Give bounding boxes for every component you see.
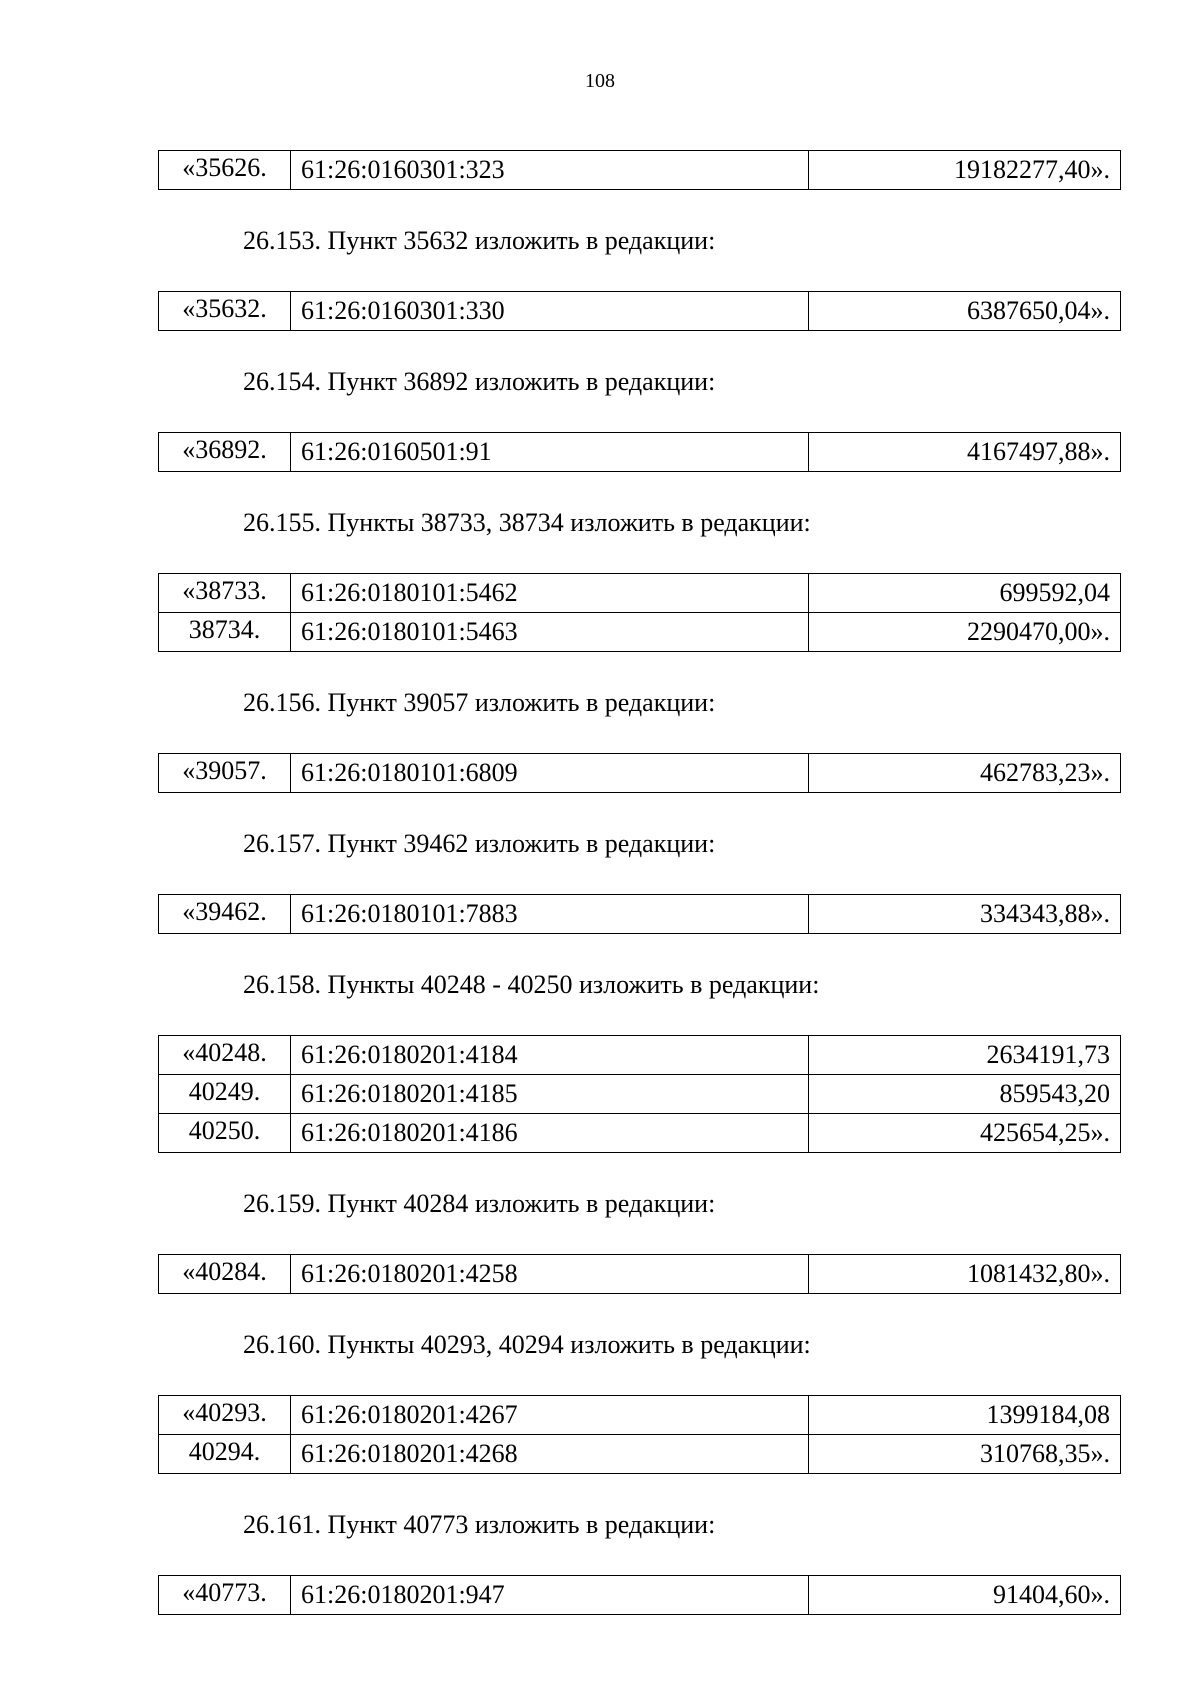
amendment-instruction: 26.161. Пункт 40773 изложить в редакции: xyxy=(243,1510,716,1539)
cadastral-number-cell: 61:26:0160301:330 xyxy=(291,292,809,331)
item-number-cell: «40284. xyxy=(159,1255,291,1294)
table-row xyxy=(159,292,1121,331)
cadastral-value-cell: 6387650,04». xyxy=(809,292,1121,331)
table-row xyxy=(159,1075,1121,1114)
amendment-instruction: 26.154. Пункт 36892 изложить в редакции: xyxy=(243,367,716,396)
cadastral-value-cell: 462783,23». xyxy=(809,754,1121,793)
item-number-cell: «40773. xyxy=(159,1576,291,1615)
cadastral-number-cell: 61:26:0180101:5462 xyxy=(291,574,809,613)
item-number-cell: «35632. xyxy=(159,292,291,331)
entry-table xyxy=(158,1575,1121,1615)
amendment-instruction: 26.158. Пункты 40248 - 40250 изложить в редакции: xyxy=(243,970,820,999)
entry-table xyxy=(158,150,1121,190)
table-row xyxy=(159,1255,1121,1294)
table-row xyxy=(159,895,1121,934)
cadastral-number-cell: 61:26:0180201:4184 xyxy=(291,1036,809,1075)
cadastral-value-cell: 859543,20 xyxy=(809,1075,1121,1114)
entry-table xyxy=(158,894,1121,934)
entry-table xyxy=(158,1395,1121,1474)
cadastral-number-cell: 61:26:0180201:947 xyxy=(291,1576,809,1615)
cadastral-number-cell: 61:26:0160501:91 xyxy=(291,433,809,472)
cadastral-number-cell: 61:26:0180201:4267 xyxy=(291,1396,809,1435)
cadastral-value-cell: 2290470,00». xyxy=(809,613,1121,652)
entry-table xyxy=(158,573,1121,652)
item-number-cell: «39057. xyxy=(159,754,291,793)
cadastral-value-cell: 1081432,80». xyxy=(809,1255,1121,1294)
entry-table xyxy=(158,432,1121,472)
cadastral-value-cell: 425654,25». xyxy=(809,1114,1121,1153)
cadastral-number-cell: 61:26:0180101:7883 xyxy=(291,895,809,934)
cadastral-number-cell: 61:26:0160301:323 xyxy=(291,151,809,190)
item-number-cell: «36892. xyxy=(159,433,291,472)
item-number-cell: 40294. xyxy=(159,1435,291,1474)
cadastral-value-cell: 19182277,40». xyxy=(809,151,1121,190)
entry-table xyxy=(158,1254,1121,1294)
cadastral-value-cell: 2634191,73 xyxy=(809,1036,1121,1075)
entry-table xyxy=(158,753,1121,793)
table-row xyxy=(159,1396,1121,1435)
item-number-cell: 38734. xyxy=(159,613,291,652)
item-number-cell: «40293. xyxy=(159,1396,291,1435)
table-row xyxy=(159,1435,1121,1474)
cadastral-number-cell: 61:26:0180101:6809 xyxy=(291,754,809,793)
amendment-instruction: 26.156. Пункт 39057 изложить в редакции: xyxy=(243,688,716,717)
cadastral-value-cell: 91404,60». xyxy=(809,1576,1121,1615)
cadastral-number-cell: 61:26:0180101:5463 xyxy=(291,613,809,652)
item-number-cell: «35626. xyxy=(159,151,291,190)
table-row xyxy=(159,574,1121,613)
amendment-instruction: 26.155. Пункты 38733, 38734 изложить в редакции: xyxy=(243,508,811,537)
table-row xyxy=(159,433,1121,472)
cadastral-value-cell: 334343,88». xyxy=(809,895,1121,934)
entry-table xyxy=(158,291,1121,331)
table-row xyxy=(159,754,1121,793)
table-row xyxy=(159,1036,1121,1075)
table-row xyxy=(159,1576,1121,1615)
entry-table xyxy=(158,1035,1121,1153)
table-row xyxy=(159,613,1121,652)
item-number-cell: «39462. xyxy=(159,895,291,934)
cadastral-value-cell: 310768,35». xyxy=(809,1435,1121,1474)
amendment-instruction: 26.159. Пункт 40284 изложить в редакции: xyxy=(243,1189,716,1218)
cadastral-number-cell: 61:26:0180201:4258 xyxy=(291,1255,809,1294)
cadastral-number-cell: 61:26:0180201:4268 xyxy=(291,1435,809,1474)
amendment-instruction: 26.153. Пункт 35632 изложить в редакции: xyxy=(243,226,716,255)
cadastral-value-cell: 699592,04 xyxy=(809,574,1121,613)
amendment-instruction: 26.160. Пункты 40293, 40294 изложить в редакции: xyxy=(243,1330,811,1359)
item-number-cell: «38733. xyxy=(159,574,291,613)
cadastral-number-cell: 61:26:0180201:4186 xyxy=(291,1114,809,1153)
amendment-instruction: 26.157. Пункт 39462 изложить в редакции: xyxy=(243,829,716,858)
table-row xyxy=(159,151,1121,190)
item-number-cell: 40249. xyxy=(159,1075,291,1114)
table-row xyxy=(159,1114,1121,1153)
document-body xyxy=(158,150,1121,1615)
page-number: 108 xyxy=(585,70,615,92)
item-number-cell: 40250. xyxy=(159,1114,291,1153)
item-number-cell: «40248. xyxy=(159,1036,291,1075)
cadastral-number-cell: 61:26:0180201:4185 xyxy=(291,1075,809,1114)
cadastral-value-cell: 4167497,88». xyxy=(809,433,1121,472)
cadastral-value-cell: 1399184,08 xyxy=(809,1396,1121,1435)
